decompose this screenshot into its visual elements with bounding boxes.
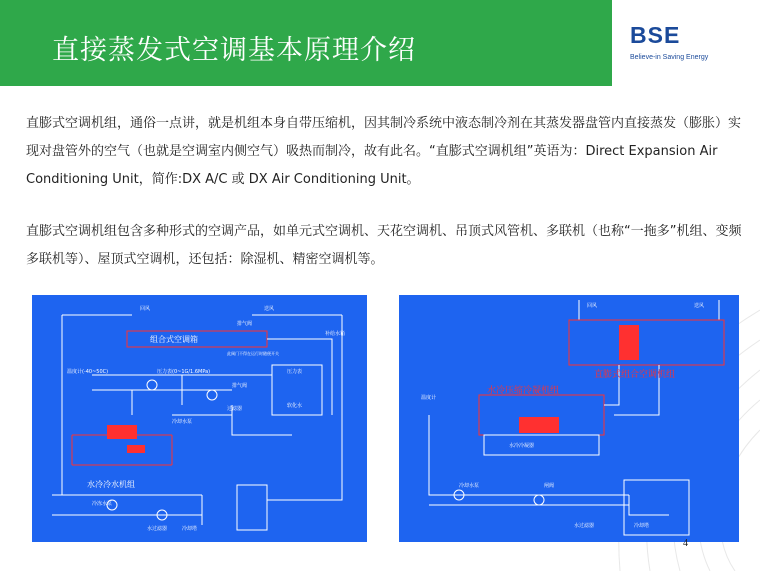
slide-title: 直接蒸发式空调基本原理介绍 xyxy=(52,35,416,66)
label-supply-air-right: 送风 xyxy=(694,303,705,309)
label-condensing-unit: 水冷压缩冷凝机组 xyxy=(487,386,560,396)
chiller-system-diagram xyxy=(32,295,367,542)
label-pressure-gauge: 压力表(0~1G/1.6MPa) xyxy=(157,369,211,375)
label-softener: 软化水 xyxy=(287,403,303,409)
label-ahu: 组合式空调箱 xyxy=(150,335,198,344)
dx-system-diagram xyxy=(399,295,739,542)
label-exhaust: 排气阀 xyxy=(237,321,253,327)
label-cooling-water-right: 冷却水泵 xyxy=(459,483,480,489)
label-condenser: 水冷冷凝器 xyxy=(509,443,535,449)
label-chw-pump: 冷冻水泵 xyxy=(92,501,113,507)
label-thermometer: 温度计(-40~50C) xyxy=(67,369,109,375)
company-logo xyxy=(612,0,760,86)
label-cooling-tower: 冷却塔 xyxy=(182,526,198,532)
label-water-filter: 水过滤器 xyxy=(147,526,168,532)
slide-header xyxy=(0,0,612,86)
label-water-filter-right: 水过滤器 xyxy=(574,523,595,529)
label-cooling-tower-right: 冷却塔 xyxy=(634,523,650,529)
label-dx-ahu: 直膨式组合空调机组 xyxy=(594,370,676,380)
label-supply-air: 送风 xyxy=(264,306,275,312)
label-filter: 过滤器 xyxy=(227,406,243,412)
label-water-tank: 补给水箱 xyxy=(325,331,346,337)
label-pressure-gauge-2: 压力表 xyxy=(287,369,303,375)
label-cooling-water: 冷却水泵 xyxy=(172,419,193,425)
label-gate-valve: 闸阀 xyxy=(544,483,555,489)
logo-text: BSE xyxy=(630,22,681,48)
types-paragraph: 直膨式空调机组包含多种形式的空调产品，如单元式空调机、天花空调机、吊顶式风管机、多联机（也称“一拖多”机组、变频多联机等）、屋顶式空调机，还包括：除湿机、精密空调机等。 xyxy=(26,224,742,267)
label-chiller: 水冷冷水机组 xyxy=(87,480,135,489)
label-thermometer-right: 温度计 xyxy=(421,395,437,401)
label-return-air: 回风 xyxy=(140,306,151,312)
label-note: 此阀门不得在运行时随便开关 xyxy=(227,351,279,356)
page-number: 4 xyxy=(683,538,688,549)
label-vent-valve: 排气阀 xyxy=(232,383,248,389)
logo-tagline: Believe-in Saving Energy xyxy=(630,54,709,61)
intro-paragraph: 直膨式空调机组，通俗一点讲，就是机组本身自带压缩机，因其制冷系统中液态制冷剂在其蒸发器盘管内直接蒸发（膨胀）实现对盘管外的空气（也就是空调室内侧空气）吸热而制冷，故有此名。“直膨式空调机组”英语为：Direct Expansion Air Conditioning Unit，简作:DX A/C 或 DX Air Conditioning Unit。 xyxy=(26,116,742,187)
label-return-air-right: 回风 xyxy=(587,303,598,309)
